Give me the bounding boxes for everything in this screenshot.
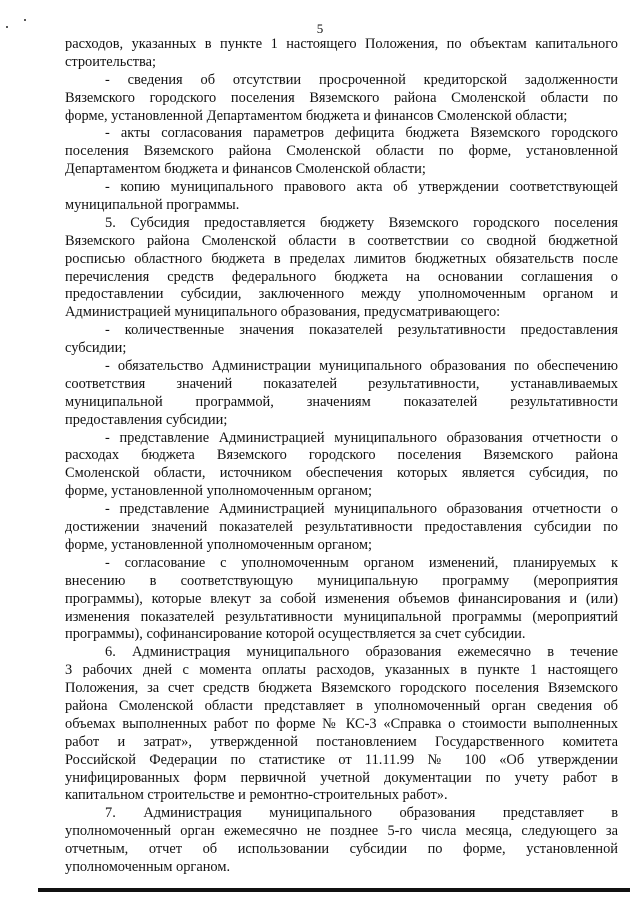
text-line: - представление Администрацией муниципального образования отчетности о xyxy=(105,429,618,446)
text-line: Вяземского городского поселения Вяземского района Смоленской области по xyxy=(65,89,618,106)
text-line: работ и затрат», утвержденной постановлением Государственного комитета xyxy=(65,733,618,750)
text-line: соответствия значений показателей результативности, устанавливаемых xyxy=(65,375,618,392)
text-line: - копию муниципального правового акта об утверждении соответствующей xyxy=(105,179,618,196)
text-line: изменения показателей результативности муниципальной программы (мероприятий xyxy=(65,608,618,625)
text-line: достижении значений показателей результативности предоставления субсидии по xyxy=(65,519,618,536)
text-line: форме, установленной Департаментом бюджета и финансов Смоленской области; xyxy=(65,107,568,124)
text-line: предоставления субсидии; xyxy=(65,411,228,428)
text-line: района Смоленской области представляет в уполномоченный орган сведения об xyxy=(65,697,618,714)
text-line: 7. Администрация муниципального образования представляет в xyxy=(105,805,618,822)
text-line: росписью областного бюджета в пределах лимитов бюджетных обязательств после xyxy=(65,250,618,267)
text-line: Смоленской области, источником обеспечения которых является субсидия, по xyxy=(65,465,618,482)
text-line: 5. Субсидия предоставляется бюджету Вяземского городского поселения xyxy=(105,214,618,231)
text-line: строительства; xyxy=(65,53,157,70)
text-line: унифицированных форм первичной учетной документации по учету работ в xyxy=(65,769,618,786)
text-line: Российской Федерации по статистике от 11.11.99 № 100 «Об утверждении xyxy=(65,751,618,768)
text-line: внесению в соответствующую муниципальную программу (мероприятия xyxy=(65,572,618,589)
text-line: - акты согласования параметров дефицита бюджета Вяземского городского xyxy=(105,125,618,142)
text-line: расходах бюджета Вяземского городского поселения Вяземского района xyxy=(65,447,618,464)
text-line: - представление Администрацией муниципального образования отчетности о xyxy=(105,501,618,518)
text-line: перечисления средств федерального бюджета на основании соглашения о xyxy=(65,268,618,285)
text-line: отчетным, отчет об использовании субсидии по форме, установленной xyxy=(65,841,618,858)
text-line: субсидии; xyxy=(65,340,127,357)
text-line: 3 рабочих дней с момента оплаты расходов, указанных в пункте 1 настоящего xyxy=(65,662,618,679)
text-line: - сведения об отсутствии просроченной кредиторской задолженности xyxy=(105,71,618,88)
text-line: программы), софинансирование которой осуществляется за счет субсидии. xyxy=(65,626,526,643)
text-line: Администрацией муниципального образования, предусматривающего: xyxy=(65,304,501,321)
text-line: объемах выполненных работ по форме № КС-3 «Справка о стоимости выполненных xyxy=(65,715,618,732)
text-line: Департаментом бюджета и финансов Смоленской области; xyxy=(65,161,426,178)
text-line: Положения, за счет средств бюджета Вяземского городского поселения Вяземского xyxy=(65,680,618,697)
text-line: - согласование с уполномоченным органом изменений, планируемых к xyxy=(105,554,618,571)
text-line: уполномоченный орган ежемесячно не позднее 5-го числа месяца, следующего за xyxy=(65,823,618,840)
text-line: - количественные значения показателей результативности предоставления xyxy=(105,322,618,339)
text-line: Вяземского района Смоленской области в соответствии со сводной бюджетной xyxy=(65,232,618,249)
text-line: муниципальной программы. xyxy=(65,197,240,214)
text-line: расходов, указанных в пункте 1 настоящего Положения, по объектам капитального xyxy=(65,36,618,52)
text-line: уполномоченным органом. xyxy=(65,858,231,875)
text-line: форме, установленной уполномоченным органом; xyxy=(65,536,373,553)
text-line: 6. Администрация муниципального образования ежемесячно в течение xyxy=(105,644,618,661)
text-line: капитальном строительстве и ремонтно-строительных работ». xyxy=(65,787,448,804)
document-body xyxy=(65,36,618,877)
text-line: - обязательство Администрации муниципального образования по обеспечению xyxy=(105,358,618,375)
bottom-rule xyxy=(38,888,630,892)
text-line: предоставлении субсидии, заключенного между уполномоченным органом и xyxy=(65,286,618,303)
text-line: муниципальной программой, значениям показателей результативности xyxy=(65,393,618,410)
text-line: поселения Вяземского района Смоленской области по форме, установленной xyxy=(65,143,618,160)
page-number: 5 xyxy=(316,21,324,36)
scan-speck xyxy=(24,19,26,21)
text-line: форме, установленной уполномоченным органом; xyxy=(65,483,373,500)
text-line: программы), которые влекут за собой изменения объемов финансирования и (или) xyxy=(65,590,618,607)
